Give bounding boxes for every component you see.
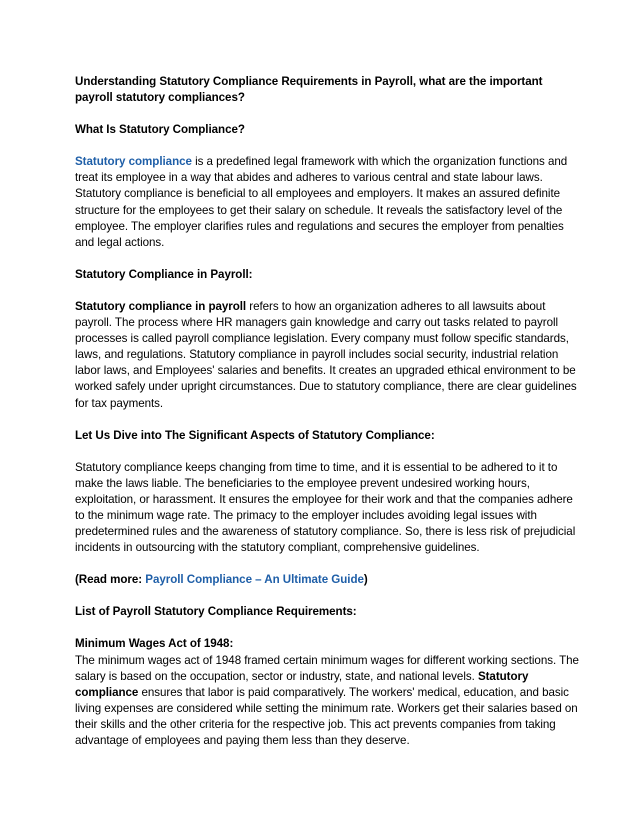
list-heading: List of Payroll Statutory Compliance Requirements: <box>75 605 357 619</box>
statutory-compliance-link[interactable]: Statutory compliance <box>75 155 192 169</box>
in-payroll-bold-lead: Statutory compliance in payroll <box>75 299 247 313</box>
aspects-paragraph: Statutory compliance keeps changing from time to time, and it is essential to be adhered to it to make the laws liable. The beneficiaries to the employee prevent undesired working hours, exploitation, or harassment. It ensures the employee for their work and that the companies adhere to the minimum wage rate. The primacy to the employer includes avoiding legal issues with predetermined rules and the awareness of statutory compliance. So, there is less risk of prejudicial incidents in outsourcing with the statutory compliant, comprehensive guidelines. <box>75 460 576 555</box>
aspects-heading: Let Us Dive into The Significant Aspects of Statutory Compliance: <box>75 428 435 442</box>
read-more-line <box>75 572 582 588</box>
min-wages-bold-term: Statutory compliance <box>75 669 529 699</box>
min-wages-body-1: The minimum wages act of 1948 framed certain minimum wages for different working sections. The salary is based on the occupation, sector or industry, state, and national levels. <box>75 653 579 683</box>
min-wages-heading: Minimum Wages Act of 1948: <box>75 637 234 651</box>
what-is-body: is a predefined legal framework with which the organization functions and treat its employee in a way that abides and adheres to various central and state labour laws. Statutory compliance is beneficial to all employees and employers. It makes an assured definite structure for the employees to get their salary on schedule. It reveals the satisfactory level of the employee. The employer clarifies rules and regulations and secures the employer from penalties and legal actions. <box>75 155 568 249</box>
read-more-suffix: ) <box>363 573 368 587</box>
in-payroll-body: refers to how an organization adheres to all lawsuits about payroll. The process where HR managers gain knowledge and carry out tasks related to payroll processes is called payroll compliance legislation. Every company must follow specific standards, laws, and regulations. Statutory compliance in payroll includes social security, industrial relation labor laws, and Employees' salaries and benefits. It creates an upgraded ethical environment to be worked safely under upright circumstances. Due to statutory compliance, there are clear guidelines for tax payments. <box>75 299 577 410</box>
min-wages-paragraph <box>75 653 582 750</box>
read-more-prefix: (Read more: <box>75 573 146 587</box>
in-payroll-heading: Statutory Compliance in Payroll: <box>75 267 253 281</box>
min-wages-body-2: ensures that labor is paid comparatively. The workers' medical, education, and basic living expenses are considered while setting the minimum rate. Workers get their salaries based on their skills and the other criteria for the respective job. This act prevents companies from taking advantage of employees and paying them less than they deserve. <box>75 685 578 747</box>
what-is-heading: What Is Statutory Compliance? <box>75 123 245 137</box>
payroll-compliance-guide-link[interactable]: Payroll Compliance – An Ultimate Guide <box>145 573 364 587</box>
in-payroll-paragraph <box>75 299 582 412</box>
what-is-paragraph <box>75 154 582 251</box>
document-title: Understanding Statutory Compliance Requirements in Payroll, what are the important payroll statutory compliances? <box>75 75 543 105</box>
